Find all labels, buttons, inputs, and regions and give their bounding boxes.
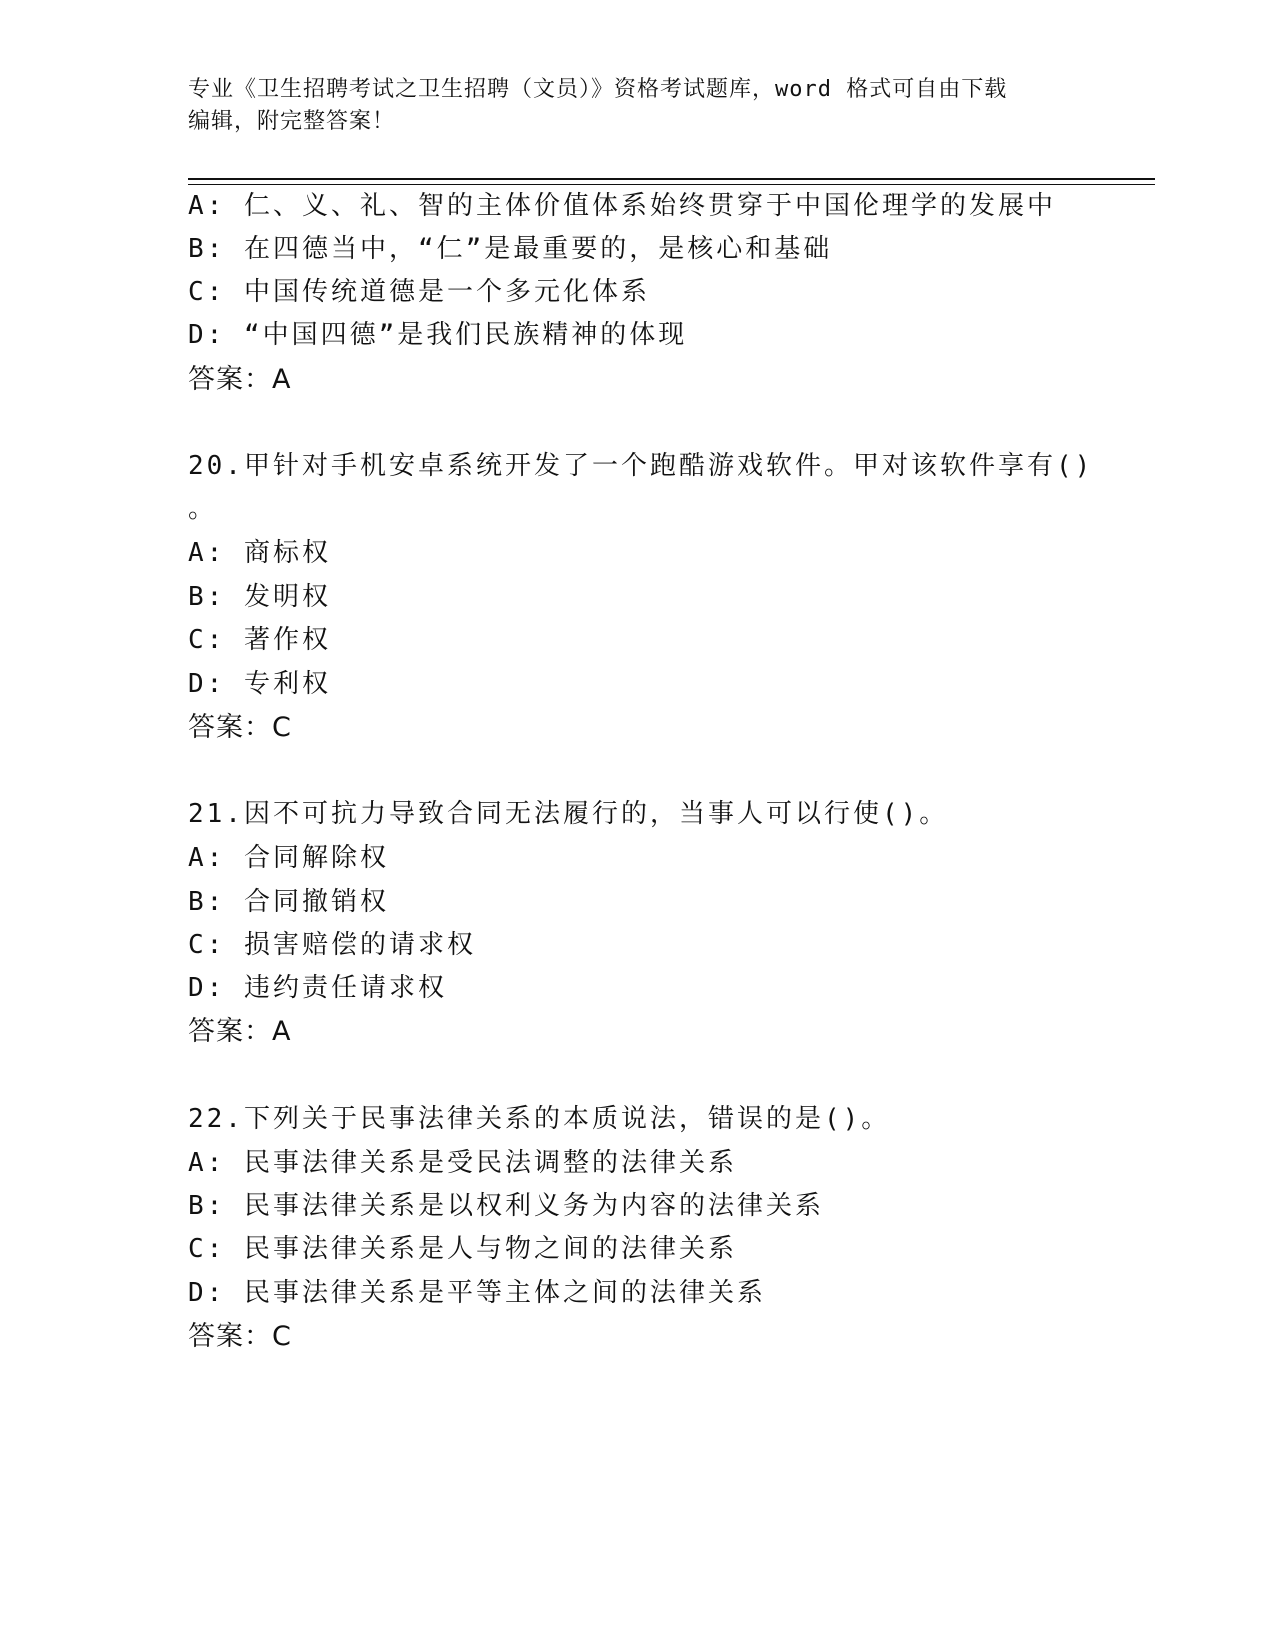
q19-option-c: C: 中国传统道德是一个多元化体系 [188,277,650,307]
q19-answer: 答案：A [188,364,292,395]
q20-stem-continuation: 。 [188,494,218,524]
q22-stem: 22.下列关于民事法律关系的本质说法，错误的是()。 [188,1104,891,1134]
q20-option-c: C: 著作权 [188,625,331,655]
header-divider-thick [188,178,1155,180]
q20-stem: 20.甲针对手机安卓系统开发了一个跑酷游戏软件。甲对该软件享有() [188,451,1094,481]
q20-option-b: B: 发明权 [188,582,331,612]
q21-stem: 21.因不可抗力导致合同无法履行的，当事人可以行使()。 [188,799,949,829]
q22-option-b: B: 民事法律关系是以权利义务为内容的法律关系 [188,1191,824,1221]
q21-option-a: A: 合同解除权 [188,843,389,873]
q20-option-d: D: 专利权 [188,669,331,699]
q19-option-b: B: 在四德当中，“仁”是最重要的，是核心和基础 [188,234,833,264]
q22-answer: 答案：C [188,1321,292,1352]
q22-option-a: A: 民事法律关系是受民法调整的法律关系 [188,1148,737,1178]
q22-option-c: C: 民事法律关系是人与物之间的法律关系 [188,1234,737,1264]
q22-option-d: D: 民事法律关系是平等主体之间的法律关系 [188,1278,766,1308]
q20-answer: 答案：C [188,712,292,743]
document-header: 专业《卫生招聘考试之卫生招聘（文员）》资格考试题库，word 格式可自由下载 编辑，附完整答案！ [188,77,1008,134]
header-divider-thin [188,184,1155,185]
q21-answer: 答案：A [188,1016,292,1047]
q19-option-a: A: 仁、义、礼、智的主体价值体系始终贯穿于中国伦理学的发展中 [188,191,1056,221]
q21-option-b: B: 合同撤销权 [188,887,389,917]
q21-option-c: C: 损害赔偿的请求权 [188,930,476,960]
q19-option-d: D: “中国四德”是我们民族精神的体现 [188,320,688,350]
q20-option-a: A: 商标权 [188,538,331,568]
q21-option-d: D: 违约责任请求权 [188,973,447,1003]
